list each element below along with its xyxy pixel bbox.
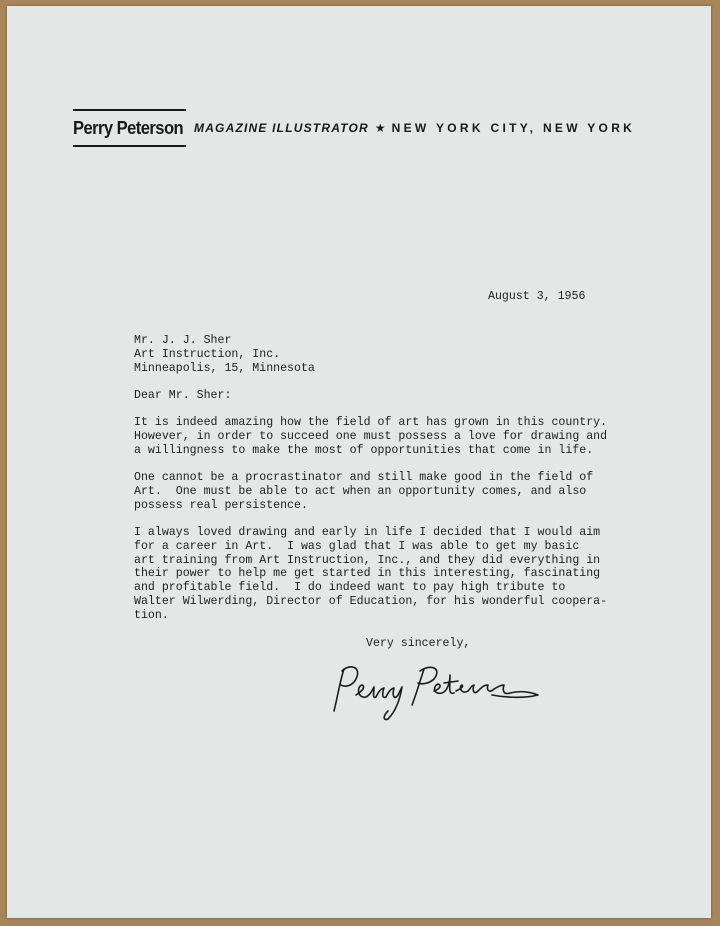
text-line: However, in order to succeed one must possess a love for drawing and	[134, 429, 608, 443]
text-line: their power to help me get started in this interesting, fascinating	[134, 567, 601, 581]
recipient-line: Mr. J. J. Sher	[134, 334, 232, 347]
recipient-line: Minneapolis, 15, Minnesota	[134, 361, 315, 375]
text-line: art training from Art Instruction, Inc., and they did everything in	[134, 553, 601, 567]
text-line: Walter Wilwerding, Director of Education, for his wonderful coopera-	[134, 594, 608, 608]
letterhead-title: MAGAZINE ILLUSTRATOR	[194, 121, 369, 135]
salutation: Dear Mr. Sher:	[134, 389, 232, 402]
letterhead	[73, 109, 635, 147]
handwritten-signature	[332, 661, 542, 721]
text-line: It is indeed amazing how the field of art has grown in this country.	[134, 416, 608, 429]
paragraph-1	[134, 416, 607, 457]
closing: Very sincerely,	[366, 637, 471, 650]
paragraph-2	[134, 471, 593, 512]
paragraph-3	[134, 526, 607, 623]
text-line: possess real persistence.	[134, 498, 308, 512]
text-line: and profitable field. I do indeed want to pay high tribute to	[134, 581, 566, 595]
text-line: for a career in Art. I was glad that I was able to get my basic	[134, 539, 580, 553]
recipient-line: Art Instruction, Inc.	[134, 347, 281, 361]
text-line: Art. One must be able to act when an opportunity comes, and also	[134, 484, 587, 498]
star-icon: ★	[374, 121, 386, 135]
recipient-address	[134, 334, 315, 375]
letterhead-name: Perry Peterson	[73, 109, 186, 147]
letterhead-location: NEW YORK CITY, NEW YORK	[391, 121, 636, 135]
text-line: tion.	[134, 608, 169, 622]
text-line: One cannot be a procrastinator and still make good in the field of	[134, 471, 594, 484]
text-line: I always loved drawing and early in life I decided that I would aim	[134, 526, 601, 539]
letter-date: August 3, 1956	[488, 290, 586, 303]
text-line: a willingness to make the most of opportunities that come in life.	[134, 443, 594, 457]
letter-page	[7, 6, 711, 918]
